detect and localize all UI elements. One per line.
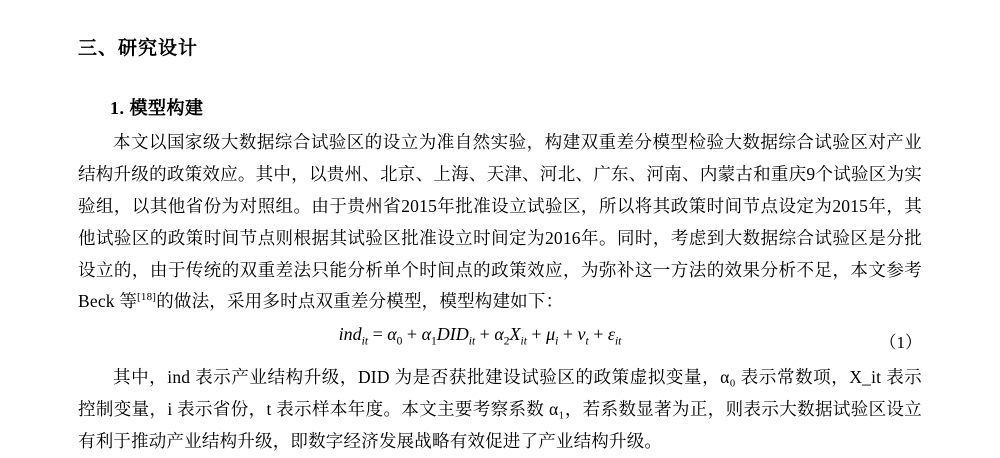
equation-number: （1） bbox=[879, 333, 922, 353]
equation-content: $ind_{it} = \alpha_0 + \alpha_1DID_{it} + \alpha_2X_{it} + \mu_i + \nu_t + \varepsilon_{it}$ bbox=[338, 324, 622, 348]
subsection-heading: 1. 模型构建 bbox=[110, 98, 204, 119]
equation-block bbox=[78, 324, 922, 358]
paragraph-1-text-part-1: 本文以国家级大数据综合试验区的设立为准自然实验，构建双重差分模型检验大数据综合试验区对产业结构升级的政策效应。其中，以贵州、北京、上海、天津、河北、广东、河南、内蒙古和重庆9个试验区为实验组，以其他省份为对照组。由于贵州省2015年批准设立试验区，所以将其政策时间节点设定为2015年，其他试验区的政策时间节点则根据其试验区批准设立时间定为2016年。同时，考虑到大数据综合试验区是分批设立的，由于传统的双重差法只能分析单个时间点的政策效应，为弥补这一方法的效果分析不足，本文参考 Beck 等 bbox=[78, 132, 922, 312]
section-heading: 三、研究设计 bbox=[78, 38, 199, 59]
footnote-marker: [18] bbox=[137, 291, 157, 304]
paragraph-1-text-part-2: 的做法，采用多时点双重差分模型，模型构建如下： bbox=[156, 291, 564, 312]
paragraph-model-construction bbox=[78, 127, 922, 318]
paragraph-variable-definitions: 其中，ind 表示产业结构升级，DID 为是否获批建设试验区的政策虚拟变量，α₀ 表示常数项，X_it 表示控制变量，i 表示省份，t 表示样本年度。本文主要考察系数 α₁，若系数显著为正，则表示大数据试验区设立有利于推动产业结构升级，即数字经济发展战略有效促进了产业结构升级。 bbox=[78, 367, 922, 451]
